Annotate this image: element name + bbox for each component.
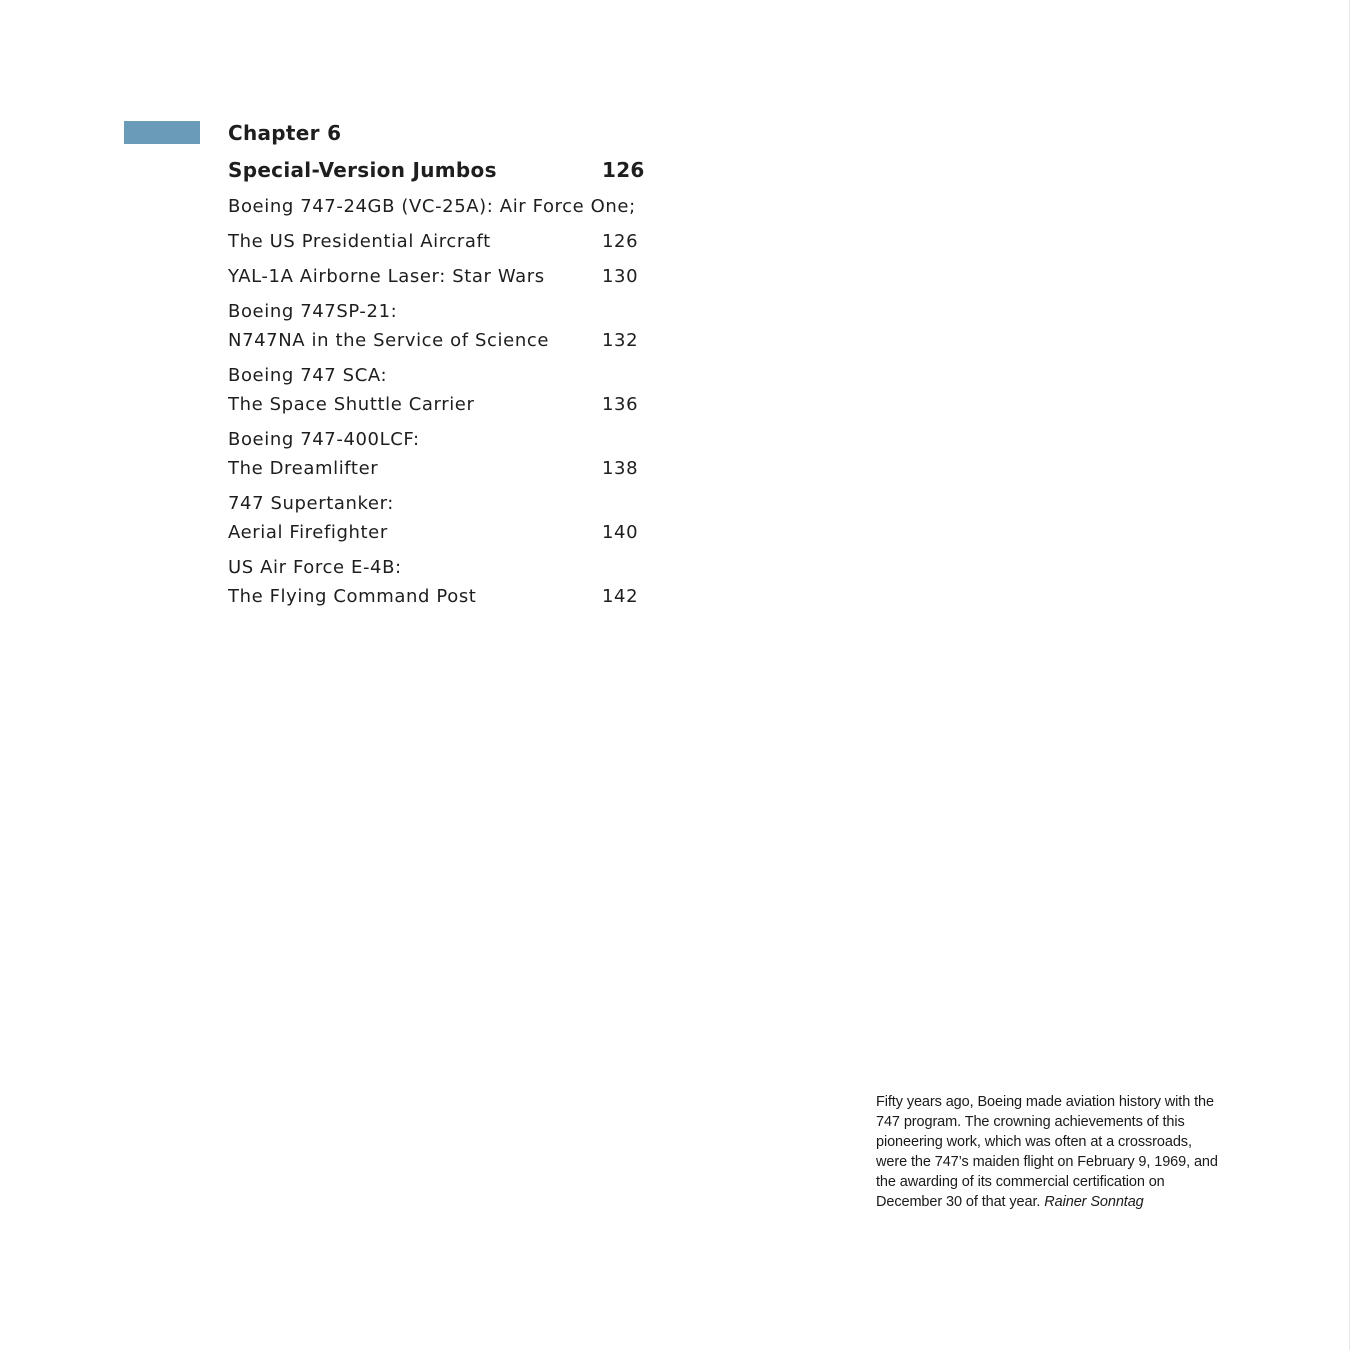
toc-entry-page-number: 140	[602, 522, 639, 543]
toc-entry-page-number: 138	[602, 458, 639, 479]
section-title: Special-Version Jumbos	[228, 158, 497, 182]
toc-entry-line	[228, 553, 648, 582]
toc-entry-text: Boeing 747-400LCF:	[228, 429, 420, 450]
toc-entry-page-number: 126	[602, 231, 639, 252]
toc-entry-text: The Dreamlifter	[228, 458, 379, 479]
toc-entry-line	[228, 326, 648, 355]
toc-entry-air-force-one[interactable]	[228, 192, 648, 221]
toc-entry-text: Boeing 747 SCA:	[228, 365, 388, 386]
toc-entry-line	[228, 390, 648, 419]
toc-entry-page-number: 142	[602, 586, 639, 607]
chapter-color-marker	[124, 121, 200, 144]
toc-entry-line	[228, 227, 648, 256]
section-page-number: 126	[602, 158, 645, 182]
toc-entry-line	[228, 518, 648, 547]
chapter-label: Chapter 6	[228, 121, 342, 145]
toc-entry-text: Boeing 747-24GB (VC-25A): Air Force One;	[228, 196, 636, 217]
toc-entry-text: The Flying Command Post	[228, 586, 477, 607]
toc-entry-e4b[interactable]	[228, 553, 648, 611]
toc-entry-line	[228, 297, 648, 326]
toc-entry-supertanker[interactable]	[228, 489, 648, 547]
toc-entry-page-number: 136	[602, 394, 639, 415]
toc-entry-line	[228, 192, 648, 221]
toc-entry-line	[228, 262, 648, 291]
toc-entry-page-number: 132	[602, 330, 639, 351]
toc-entry-text: US Air Force E-4B:	[228, 557, 402, 578]
toc-entry-text: The US Presidential Aircraft	[228, 231, 491, 252]
toc-entry-line	[228, 454, 648, 483]
toc-entry-page-number: 130	[602, 266, 639, 287]
toc-entry-747sp[interactable]	[228, 297, 648, 355]
caption-paragraph	[876, 1092, 1226, 1212]
toc-entry-text: The Space Shuttle Carrier	[228, 394, 475, 415]
toc-entry-airborne-laser[interactable]	[228, 262, 648, 291]
toc-entry-line	[228, 489, 648, 518]
caption-text: Fifty years ago, Boeing made aviation history with the 747 program. The crowning achievements of this pioneering work, which was often at a crossroads, were the 747’s maiden flight on February 9, 1969, and the awarding of its commercial certification on December 30 of that year.	[876, 1094, 1218, 1210]
toc-entry-line	[228, 425, 648, 454]
toc-entry-text: YAL-1A Airborne Laser: Star Wars	[228, 266, 545, 287]
toc-entry-sca[interactable]	[228, 361, 648, 419]
table-of-contents	[228, 117, 648, 611]
toc-entry-line	[228, 582, 648, 611]
toc-entry-text: 747 Supertanker:	[228, 493, 394, 514]
toc-entry-text: Boeing 747SP-21:	[228, 301, 398, 322]
toc-entry-text: Aerial Firefighter	[228, 522, 388, 543]
section-heading[interactable]	[228, 154, 648, 186]
toc-entry-air-force-one-continued[interactable]	[228, 227, 648, 256]
toc-entry-line	[228, 361, 648, 390]
caption-author: Rainer Sonntag	[1044, 1194, 1144, 1210]
toc-entry-dreamlifter[interactable]	[228, 425, 648, 483]
toc-entry-text: N747NA in the Service of Science	[228, 330, 550, 351]
